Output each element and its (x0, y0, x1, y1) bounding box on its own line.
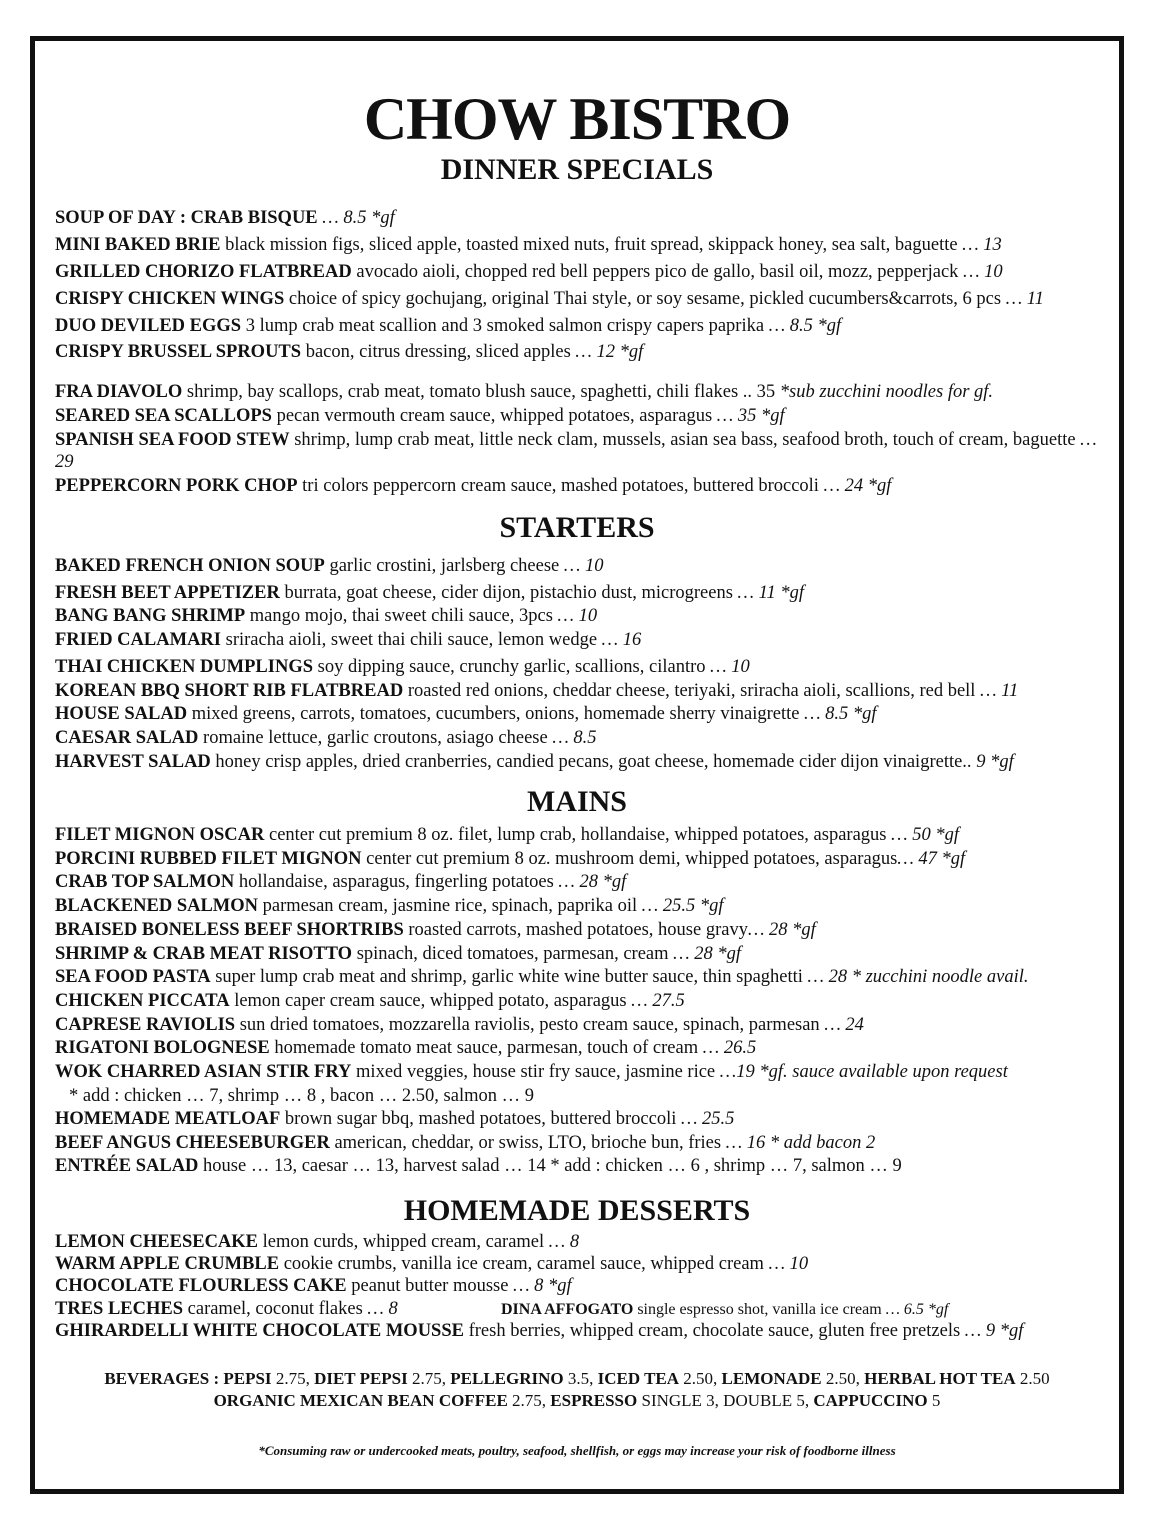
item-name: FRESH BEET APPETIZER (55, 583, 280, 603)
menu-item (55, 727, 1115, 749)
bev-name: PEPSI (223, 1369, 272, 1388)
item-name: ENTRÉE SALAD (55, 1156, 199, 1176)
item-name: CHOCOLATE FLOURLESS CAKE (55, 1276, 347, 1296)
bev-name: HERBAL HOT TEA (864, 1369, 1016, 1388)
menu-item (55, 1320, 1115, 1342)
menu-item (55, 1298, 501, 1320)
menu-item (55, 1014, 1115, 1036)
bev-price: 5 (927, 1391, 941, 1410)
item-desc: center cut premium 8 oz. mushroom demi, whipped potatoes, asparagus (361, 849, 898, 869)
menu-item (55, 1061, 1115, 1083)
item-price: … 10 (768, 1254, 809, 1274)
menu-item (55, 848, 1115, 870)
menu-item (55, 315, 1115, 337)
item-desc: honey crisp apples, dried cranberries, candied pecans, goat cheese, homemade cider dijon vinaigrette.. (210, 752, 977, 772)
menu-item (55, 1108, 1115, 1130)
item-price: 9 *gf (976, 752, 1014, 772)
item-price: … 8.5 *gf (322, 208, 395, 228)
item-desc: lemon curds, whipped cream, caramel (258, 1232, 549, 1252)
section-heading-mains: MAINS (526, 785, 627, 818)
item-name: KOREAN BBQ SHORT RIB FLATBREAD (55, 681, 404, 701)
menu-item (55, 261, 1115, 283)
menu-item (55, 703, 1115, 725)
menu-item (55, 990, 1115, 1012)
item-name: RIGATONI BOLOGNESE (55, 1038, 270, 1058)
menu-item (55, 1253, 1115, 1275)
item-desc: tri colors peppercorn cream sauce, mashed potatoes, buttered broccoli (297, 476, 824, 496)
bev-price: 2.50, (821, 1369, 865, 1388)
item-name: BLACKENED SALMON (55, 896, 259, 916)
item-price: … 28 *gf (747, 920, 816, 940)
item-name: FRA DIAVOLO (55, 382, 183, 402)
item-desc: homemade tomato meat sauce, parmesan, touch of cream (269, 1038, 703, 1058)
bev-name: CAPPUCCINO (813, 1391, 928, 1410)
item-price: … 8 (548, 1232, 580, 1252)
item-desc: brown sugar bbq, mashed potatoes, buttered broccoli (280, 1109, 681, 1129)
item-desc: single espresso shot, vanilla ice cream (633, 1301, 886, 1318)
bev-name: PELLEGRINO (450, 1369, 564, 1388)
item-desc: garlic crostini, jarlsberg cheese (324, 556, 564, 576)
item-desc: burrata, goat cheese, cider dijon, pistachio dust, microgreens (279, 583, 738, 603)
bev-name: ICED TEA (597, 1369, 680, 1388)
item-desc: roasted red onions, cheddar cheese, teriyaki, sriracha aioli, scallions, red bell (403, 681, 981, 701)
item-price: … 16 (601, 630, 642, 650)
menu-item (55, 555, 1115, 577)
menu-item (55, 234, 1115, 256)
item-desc: lemon caper cream sauce, whipped potato, asparagus (229, 991, 632, 1011)
item-name: HOMEMADE MEATLOAF (55, 1109, 281, 1129)
item-desc: center cut premium 8 oz. filet, lump crab, hollandaise, whipped potatoes, asparagus (264, 825, 892, 845)
item-name: CAESAR SALAD (55, 728, 199, 748)
food-safety-disclaimer: *Consuming raw or undercooked meats, poultry, seafood, shellfish, or eggs may increase your risk of foodborne illness (258, 1443, 896, 1458)
menu-item (55, 919, 1115, 941)
item-price: … 47 *gf (897, 849, 966, 869)
item-desc: american, cheddar, or swiss, LTO, brioche bun, fries (329, 1133, 726, 1153)
menu-item (501, 1299, 948, 1321)
item-name: CAPRESE RAVIOLIS (55, 1015, 236, 1035)
item-desc: mixed veggies, house stir fry sauce, jasmine rice (351, 1062, 720, 1082)
item-name: PORCINI RUBBED FILET MIGNON (55, 849, 362, 869)
item-price: … 26.5 (702, 1038, 757, 1058)
item-price: … 8.5 *gf (768, 316, 842, 336)
item-price: … 10 (963, 262, 1003, 282)
menu-item (55, 1275, 1115, 1297)
item-price: … 29 (55, 430, 1097, 472)
item-desc: shrimp, bay scallops, crab meat, tomato blush sauce, spaghetti, chili flakes .. 35 (182, 382, 780, 402)
menu-item (55, 895, 1115, 917)
item-desc: pecan vermouth cream sauce, whipped potatoes, asparagus (271, 406, 717, 426)
menu-item (55, 680, 1115, 702)
item-price: …19 *gf. sauce available upon request (719, 1062, 1008, 1082)
menu-item (55, 207, 1115, 229)
item-price: … 10 (710, 657, 750, 677)
beverages-line-2 (35, 1390, 1119, 1411)
item-price: … 8 (367, 1299, 398, 1319)
item-name: FILET MIGNON OSCAR (55, 825, 265, 845)
item-name: CRAB TOP SALMON (55, 872, 235, 892)
item-price: … 12 *gf (575, 342, 644, 362)
menu-frame (30, 36, 1124, 1494)
item-desc: choice of spicy gochujang, original Thai style, or soy sesame, pickled cucumbers&carrots, 6 pcs (284, 289, 1006, 309)
beverages-line-1 (35, 1368, 1119, 1389)
menu-item (55, 605, 1115, 627)
item-price: … 35 *gf (716, 406, 785, 426)
item-desc: roasted carrots, mashed potatoes, house gravy (403, 920, 748, 940)
item-name: HARVEST SALAD (55, 752, 211, 772)
item-desc: sun dried tomatoes, mozzarella raviolis, pesto cream sauce, spinach, parmesan (235, 1015, 825, 1035)
item-desc: house … 13, caesar … 13, harvest salad … 14 * add : chicken … 6 , shrimp … 7, salmon … 9 (198, 1156, 902, 1176)
item-name: GRILLED CHORIZO FLATBREAD (55, 262, 352, 282)
item-desc: spinach, diced tomatoes, parmesan, cream (352, 944, 674, 964)
item-name: BAKED FRENCH ONION SOUP (55, 556, 325, 576)
item-price: … 16 * add bacon 2 (725, 1133, 876, 1153)
item-desc: romaine lettuce, garlic croutons, asiago cheese (198, 728, 553, 748)
item-desc: mixed greens, carrots, tomatoes, cucumbers, onions, homemade sherry vinaigrette (187, 704, 805, 724)
item-name: SHRIMP & CRAB MEAT RISOTTO (55, 944, 353, 964)
item-desc: fresh berries, whipped cream, chocolate sauce, gluten free pretzels (463, 1321, 965, 1341)
menu-item (55, 341, 1115, 363)
item-name: PEPPERCORN PORK CHOP (55, 476, 298, 496)
bev-price: 2.75, (271, 1369, 315, 1388)
menu-item-addons (55, 1085, 1115, 1107)
item-price: … 13 (962, 235, 1002, 255)
item-desc: 3 lump crab meat scallion and 3 smoked salmon crispy capers paprika (241, 316, 769, 336)
item-name: HOUSE SALAD (55, 704, 188, 724)
menu-item (55, 405, 1115, 427)
bev-name: ESPRESSO (550, 1391, 638, 1410)
item-name: SOUP OF DAY : CRAB BISQUE (55, 208, 318, 228)
item-name: MINI BAKED BRIE (55, 235, 221, 255)
item-price: … 28 *gf (673, 944, 741, 964)
item-desc: shrimp, lump crab meat, little neck clam, mussels, asian sea bass, seafood broth, touch of cream, baguette (289, 430, 1081, 450)
item-price: … 50 *gf (891, 825, 959, 845)
bev-price: 2.75, (507, 1391, 551, 1410)
page-title: CHOW BISTRO (363, 86, 791, 152)
item-desc: soy dipping sauce, crunchy garlic, scallions, cilantro (313, 657, 711, 677)
menu-item (55, 381, 1115, 403)
item-desc: bacon, citrus dressing, sliced apples (301, 342, 576, 362)
menu-item (55, 582, 1115, 604)
item-desc: mango mojo, thai sweet chili sauce, 3pcs (245, 606, 558, 626)
bev-price: 2.75, (407, 1369, 451, 1388)
item-desc: parmesan cream, jasmine rice, spinach, paprika oil (258, 896, 642, 916)
item-price: … 11 (980, 681, 1019, 701)
item-name: DINA AFFOGATO (501, 1301, 634, 1318)
item-price: … 8 *gf (513, 1276, 572, 1296)
item-price: … 10 (557, 606, 598, 626)
menu-item (55, 943, 1115, 965)
bev-price: 2.50 (1015, 1369, 1050, 1388)
item-name: BANG BANG SHRIMP (55, 606, 246, 626)
item-price: … 11 *gf (737, 583, 805, 603)
item-desc: * add : chicken … 7, shrimp … 8 , bacon … 2.50, salmon … 9 (69, 1086, 535, 1106)
item-price: … 24 *gf (823, 476, 892, 496)
item-desc: super lump crab meat and shrimp, garlic white wine butter sauce, thin spaghetti (210, 967, 808, 987)
menu-item (55, 1155, 1115, 1177)
item-price: … 10 (563, 556, 604, 576)
item-desc: caramel, coconut flakes (183, 1299, 368, 1319)
item-name: CRISPY BRUSSEL SPROUTS (55, 342, 302, 362)
item-name: BEEF ANGUS CHEESEBURGER (55, 1133, 330, 1153)
item-name: SPANISH SEA FOOD STEW (55, 430, 290, 450)
menu-item-pair (55, 1298, 1115, 1321)
item-price: … 11 (1005, 289, 1044, 309)
section-heading-desserts: HOMEMADE DESSERTS (403, 1194, 751, 1227)
item-name: THAI CHICKEN DUMPLINGS (55, 657, 313, 677)
item-price: … 28 * zucchini noodle avail. (807, 967, 1029, 987)
item-name: BRAISED BONELESS BEEF SHORTRIBS (55, 920, 404, 940)
menu-item (55, 656, 1115, 678)
item-name: SEARED SEA SCALLOPS (55, 406, 272, 426)
item-price: … 24 (824, 1015, 864, 1035)
item-price: … 27.5 (631, 991, 685, 1011)
item-price: … 25.5 *gf (641, 896, 724, 916)
item-name: CHICKEN PICCATA (55, 991, 230, 1011)
menu-item (55, 751, 1115, 773)
item-desc: avocado aioli, chopped red bell peppers pico de gallo, basil oil, mozz, pepperjack (351, 262, 964, 282)
item-price: … 28 *gf (558, 872, 627, 892)
item-name: CRISPY CHICKEN WINGS (55, 289, 285, 309)
item-price: … 8.5 (552, 728, 597, 748)
item-name: DUO DEVILED EGGS (55, 316, 242, 336)
item-price: … 8.5 *gf (804, 704, 877, 724)
item-desc: black mission figs, sliced apple, toasted mixed nuts, fruit spread, skippack honey, sea salt, baguette (220, 235, 963, 255)
menu-item (55, 629, 1115, 651)
item-name: FRIED CALAMARI (55, 630, 221, 650)
menu-item (55, 429, 1115, 473)
item-name: WARM APPLE CRUMBLE (55, 1254, 280, 1274)
bev-name: LEMONADE (721, 1369, 822, 1388)
menu-item (55, 1132, 1115, 1154)
beverages-label: BEVERAGES : (104, 1369, 224, 1388)
item-price: … 25.5 (680, 1109, 735, 1129)
item-desc: cookie crumbs, vanilla ice cream, caramel sauce, whipped cream (279, 1254, 769, 1274)
item-name: WOK CHARRED ASIAN STIR FRY (55, 1062, 352, 1082)
item-desc: sriracha aioli, sweet thai chili sauce, lemon wedge (221, 630, 602, 650)
menu-item (55, 966, 1115, 988)
item-name: TRES LECHES (55, 1299, 184, 1319)
item-name: SEA FOOD PASTA (55, 967, 211, 987)
bev-price: 3.5, (563, 1369, 598, 1388)
bev-price: 2.50, (679, 1369, 722, 1388)
item-price: … 6.5 *gf (885, 1301, 949, 1318)
bev-price: SINGLE 3, DOUBLE 5, (637, 1391, 814, 1410)
bev-name: DIET PEPSI (314, 1369, 408, 1388)
menu-item (55, 871, 1115, 893)
menu-item (55, 475, 1115, 497)
menu-item (55, 824, 1115, 846)
item-desc: hollandaise, asparagus, fingerling potatoes (234, 872, 559, 892)
item-desc: peanut butter mousse (346, 1276, 514, 1296)
item-name: LEMON CHEESECAKE (55, 1232, 259, 1252)
menu-item (55, 1037, 1115, 1059)
item-price: … 9 *gf (964, 1321, 1024, 1341)
item-price: *sub zucchini noodles for gf. (779, 382, 994, 402)
bev-name: ORGANIC MEXICAN BEAN COFFEE (213, 1391, 508, 1410)
page-subtitle: DINNER SPECIALS (440, 153, 714, 186)
menu-item (55, 1231, 1115, 1253)
section-heading-starters: STARTERS (499, 511, 655, 544)
menu-item (55, 288, 1115, 310)
item-name: GHIRARDELLI WHITE CHOCOLATE MOUSSE (55, 1321, 464, 1341)
